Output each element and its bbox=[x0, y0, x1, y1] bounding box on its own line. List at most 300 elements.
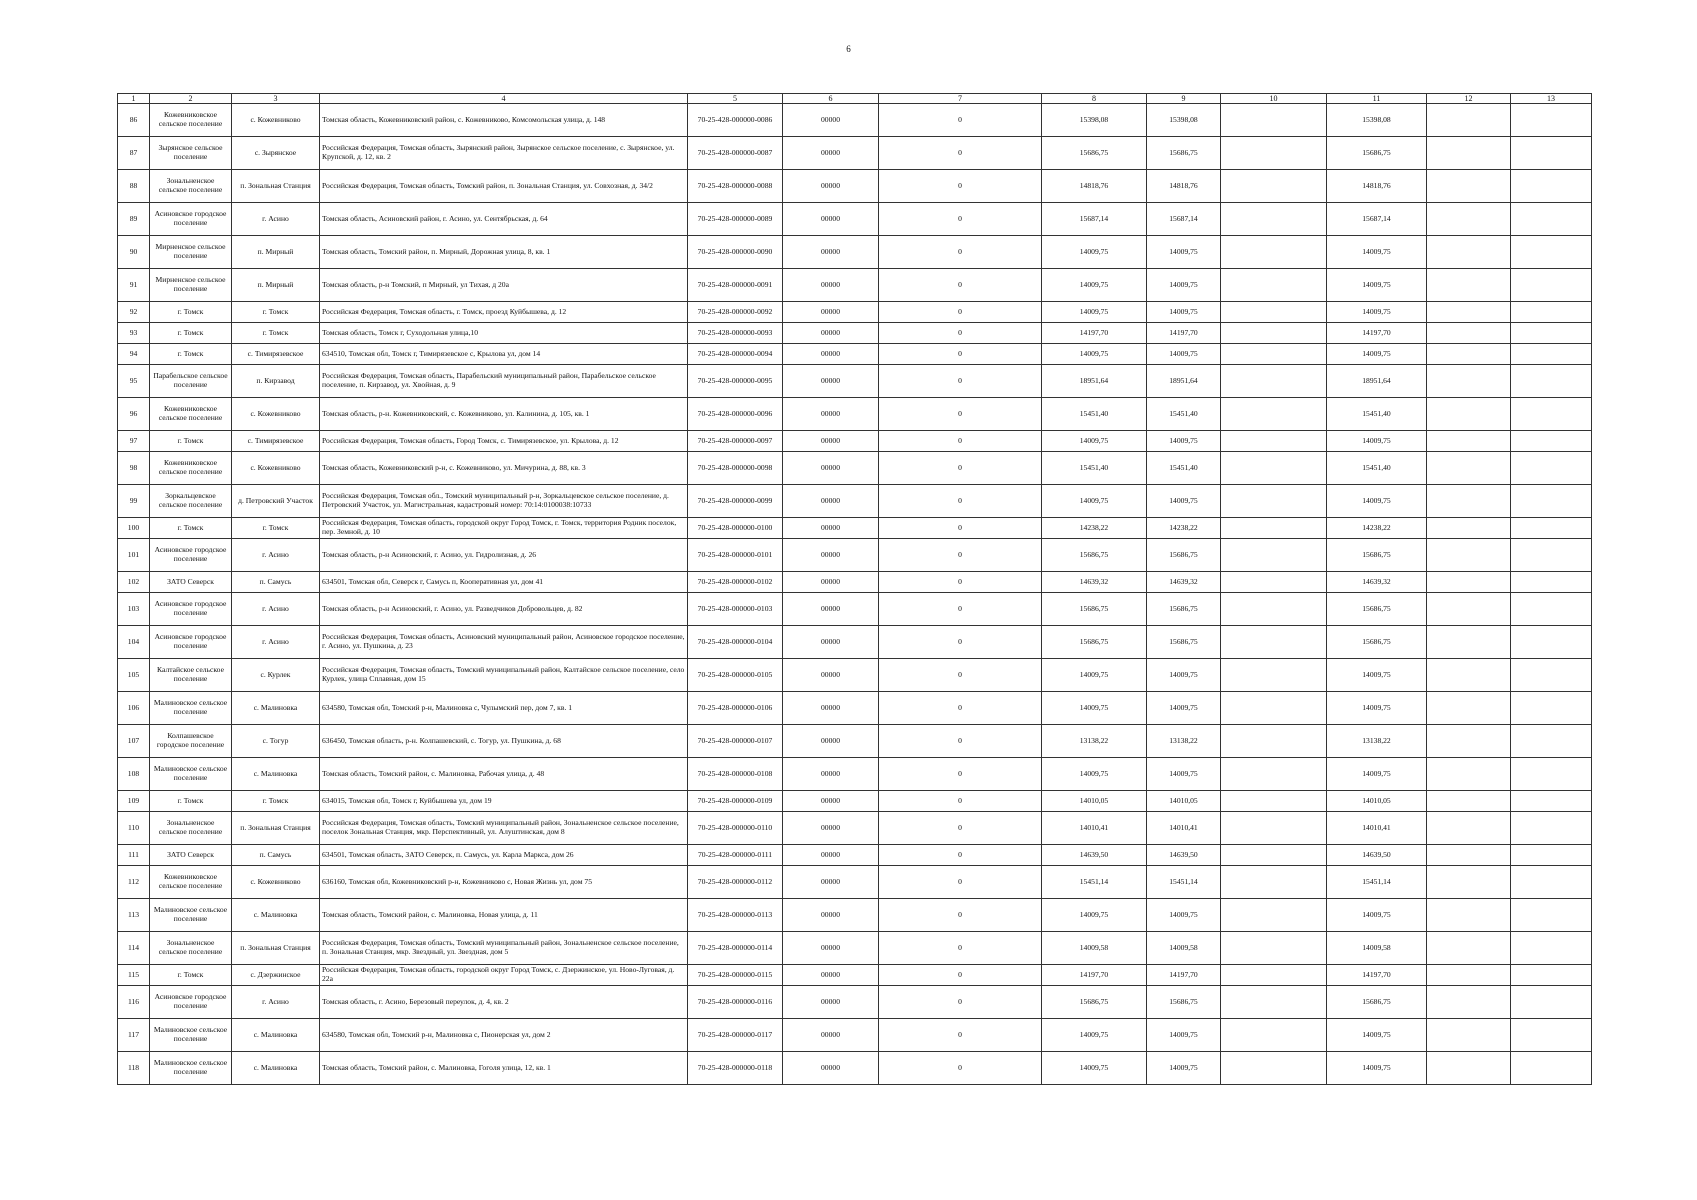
cell-10-cell bbox=[1221, 452, 1327, 485]
amount-8-cell: 15686,75 bbox=[1042, 539, 1147, 572]
code-cell: 00000 bbox=[783, 104, 879, 137]
count-cell: 0 bbox=[879, 572, 1042, 593]
amount-11-cell: 13138,22 bbox=[1327, 725, 1427, 758]
row-number-cell: 110 bbox=[118, 812, 150, 845]
cell-12-cell bbox=[1427, 170, 1511, 203]
municipality-cell: г. Томск bbox=[150, 431, 232, 452]
address-cell: Томская область, р-н Асиновский, г. Асино, ул. Разведчиков Добровольцев, д. 82 bbox=[320, 593, 688, 626]
count-cell: 0 bbox=[879, 866, 1042, 899]
cell-13-cell bbox=[1511, 593, 1592, 626]
table-row bbox=[118, 692, 1592, 725]
table-row bbox=[118, 398, 1592, 431]
table-row bbox=[118, 170, 1592, 203]
cell-10-cell bbox=[1221, 899, 1327, 932]
cell-13-cell bbox=[1511, 791, 1592, 812]
amount-9-cell: 15451,40 bbox=[1147, 452, 1221, 485]
code-cell: 00000 bbox=[783, 593, 879, 626]
settlement-cell: г. Асино bbox=[232, 539, 320, 572]
cell-12-cell bbox=[1427, 899, 1511, 932]
code-cell: 00000 bbox=[783, 626, 879, 659]
table-row bbox=[118, 431, 1592, 452]
table-row bbox=[118, 725, 1592, 758]
cell-12-cell bbox=[1427, 539, 1511, 572]
amount-8-cell: 15686,75 bbox=[1042, 986, 1147, 1019]
cell-13-cell bbox=[1511, 365, 1592, 398]
municipality-cell: Асиновское городское поселение bbox=[150, 539, 232, 572]
row-number-cell: 87 bbox=[118, 137, 150, 170]
cell-12-cell bbox=[1427, 104, 1511, 137]
cell-10-cell bbox=[1221, 323, 1327, 344]
amount-8-cell: 15686,75 bbox=[1042, 626, 1147, 659]
row-number-cell: 96 bbox=[118, 398, 150, 431]
registry-table bbox=[117, 93, 1592, 1085]
cell-13-cell bbox=[1511, 845, 1592, 866]
cell-13-cell bbox=[1511, 398, 1592, 431]
count-cell: 0 bbox=[879, 986, 1042, 1019]
amount-8-cell: 15687,14 bbox=[1042, 203, 1147, 236]
table-row bbox=[118, 137, 1592, 170]
table-row bbox=[118, 986, 1592, 1019]
amount-9-cell: 15686,75 bbox=[1147, 626, 1221, 659]
municipality-cell: Кожевниковское сельское поселение bbox=[150, 452, 232, 485]
amount-11-cell: 14197,70 bbox=[1327, 323, 1427, 344]
amount-8-cell: 14009,75 bbox=[1042, 659, 1147, 692]
amount-9-cell: 15686,75 bbox=[1147, 986, 1221, 1019]
cell-10-cell bbox=[1221, 986, 1327, 1019]
count-cell: 0 bbox=[879, 344, 1042, 365]
registry-number-cell: 70-25-428-000000-0106 bbox=[688, 692, 783, 725]
cell-10-cell bbox=[1221, 866, 1327, 899]
cell-12-cell bbox=[1427, 1052, 1511, 1085]
municipality-cell: Зырянское сельское поселение bbox=[150, 137, 232, 170]
table-row bbox=[118, 323, 1592, 344]
registry-number-cell: 70-25-428-000000-0095 bbox=[688, 365, 783, 398]
count-cell: 0 bbox=[879, 593, 1042, 626]
code-cell: 00000 bbox=[783, 452, 879, 485]
amount-9-cell: 18951,64 bbox=[1147, 365, 1221, 398]
cell-12-cell bbox=[1427, 485, 1511, 518]
cell-13-cell bbox=[1511, 539, 1592, 572]
registry-number-cell: 70-25-428-000000-0087 bbox=[688, 137, 783, 170]
amount-9-cell: 15686,75 bbox=[1147, 539, 1221, 572]
row-number-cell: 116 bbox=[118, 986, 150, 1019]
row-number-cell: 100 bbox=[118, 518, 150, 539]
table-row bbox=[118, 1052, 1592, 1085]
amount-8-cell: 14238,22 bbox=[1042, 518, 1147, 539]
column-header-6: 6 bbox=[783, 94, 879, 104]
cell-10-cell bbox=[1221, 812, 1327, 845]
count-cell: 0 bbox=[879, 539, 1042, 572]
municipality-cell: г. Томск bbox=[150, 791, 232, 812]
municipality-cell: Малиновское сельское поселение bbox=[150, 758, 232, 791]
table-row bbox=[118, 845, 1592, 866]
cell-10-cell bbox=[1221, 692, 1327, 725]
code-cell: 00000 bbox=[783, 398, 879, 431]
table-row bbox=[118, 203, 1592, 236]
table-row bbox=[118, 593, 1592, 626]
code-cell: 00000 bbox=[783, 137, 879, 170]
settlement-cell: с. Малиновка bbox=[232, 758, 320, 791]
amount-11-cell: 14009,75 bbox=[1327, 236, 1427, 269]
registry-number-cell: 70-25-428-000000-0089 bbox=[688, 203, 783, 236]
count-cell: 0 bbox=[879, 518, 1042, 539]
amount-8-cell: 14009,75 bbox=[1042, 344, 1147, 365]
registry-number-cell: 70-25-428-000000-0111 bbox=[688, 845, 783, 866]
municipality-cell: Кожевниковское сельское поселение bbox=[150, 866, 232, 899]
cell-12-cell bbox=[1427, 758, 1511, 791]
municipality-cell: Калтайское сельское поселение bbox=[150, 659, 232, 692]
cell-12-cell bbox=[1427, 431, 1511, 452]
count-cell: 0 bbox=[879, 791, 1042, 812]
registry-number-cell: 70-25-428-000000-0113 bbox=[688, 899, 783, 932]
registry-number-cell: 70-25-428-000000-0115 bbox=[688, 965, 783, 986]
registry-number-cell: 70-25-428-000000-0108 bbox=[688, 758, 783, 791]
column-header-11: 11 bbox=[1327, 94, 1427, 104]
cell-13-cell bbox=[1511, 758, 1592, 791]
amount-11-cell: 15687,14 bbox=[1327, 203, 1427, 236]
amount-11-cell: 14009,75 bbox=[1327, 344, 1427, 365]
registry-number-cell: 70-25-428-000000-0100 bbox=[688, 518, 783, 539]
table-row bbox=[118, 104, 1592, 137]
amount-9-cell: 14197,70 bbox=[1147, 323, 1221, 344]
row-number-cell: 108 bbox=[118, 758, 150, 791]
code-cell: 00000 bbox=[783, 845, 879, 866]
cell-12-cell bbox=[1427, 203, 1511, 236]
row-number-cell: 118 bbox=[118, 1052, 150, 1085]
code-cell: 00000 bbox=[783, 899, 879, 932]
amount-9-cell: 14009,75 bbox=[1147, 302, 1221, 323]
amount-8-cell: 15686,75 bbox=[1042, 137, 1147, 170]
registry-number-cell: 70-25-428-000000-0096 bbox=[688, 398, 783, 431]
settlement-cell: с. Тимирязевское bbox=[232, 344, 320, 365]
row-number-cell: 95 bbox=[118, 365, 150, 398]
registry-number-cell: 70-25-428-000000-0094 bbox=[688, 344, 783, 365]
row-number-cell: 99 bbox=[118, 485, 150, 518]
cell-10-cell bbox=[1221, 593, 1327, 626]
cell-13-cell bbox=[1511, 323, 1592, 344]
table-row bbox=[118, 791, 1592, 812]
address-cell: Российская Федерация, Томская область, городской округ Город Томск, г. Томск, территория Родник поселок, пер. Земной, д. 10 bbox=[320, 518, 688, 539]
cell-13-cell bbox=[1511, 812, 1592, 845]
code-cell: 00000 bbox=[783, 344, 879, 365]
count-cell: 0 bbox=[879, 899, 1042, 932]
column-header-3: 3 bbox=[232, 94, 320, 104]
code-cell: 00000 bbox=[783, 518, 879, 539]
cell-12-cell bbox=[1427, 452, 1511, 485]
address-cell: Томская область, г. Асино, Березовый переулок, д. 4, кв. 2 bbox=[320, 986, 688, 1019]
amount-11-cell: 15686,75 bbox=[1327, 539, 1427, 572]
column-header-13: 13 bbox=[1511, 94, 1592, 104]
municipality-cell: Малиновское сельское поселение bbox=[150, 692, 232, 725]
table-row bbox=[118, 626, 1592, 659]
cell-12-cell bbox=[1427, 269, 1511, 302]
settlement-cell: г. Асино bbox=[232, 593, 320, 626]
municipality-cell: Асиновское городское поселение bbox=[150, 593, 232, 626]
amount-9-cell: 15686,75 bbox=[1147, 137, 1221, 170]
cell-12-cell bbox=[1427, 365, 1511, 398]
address-cell: 636450, Томская область, р-н. Колпашевский, с. Тогур, ул. Пушкина, д. 68 bbox=[320, 725, 688, 758]
cell-10-cell bbox=[1221, 1019, 1327, 1052]
cell-12-cell bbox=[1427, 572, 1511, 593]
municipality-cell: Мирненское сельское поселение bbox=[150, 269, 232, 302]
address-cell: Томская область, Кожевниковский район, с. Кожевниково, Комсомольская улица, д. 148 bbox=[320, 104, 688, 137]
settlement-cell: с. Тимирязевское bbox=[232, 431, 320, 452]
amount-8-cell: 14009,75 bbox=[1042, 269, 1147, 302]
code-cell: 00000 bbox=[783, 758, 879, 791]
municipality-cell: ЗАТО Северск bbox=[150, 845, 232, 866]
cell-10-cell bbox=[1221, 725, 1327, 758]
cell-10-cell bbox=[1221, 758, 1327, 791]
amount-11-cell: 14009,75 bbox=[1327, 659, 1427, 692]
cell-10-cell bbox=[1221, 845, 1327, 866]
count-cell: 0 bbox=[879, 398, 1042, 431]
address-cell: 636160, Томская обл, Кожевниковский р-н, Кожевниково с, Новая Жизнь ул, дом 75 bbox=[320, 866, 688, 899]
cell-13-cell bbox=[1511, 1019, 1592, 1052]
amount-8-cell: 14009,75 bbox=[1042, 692, 1147, 725]
settlement-cell: с. Кожевниково bbox=[232, 452, 320, 485]
amount-9-cell: 14009,75 bbox=[1147, 758, 1221, 791]
municipality-cell: Колпашевское городское поселение bbox=[150, 725, 232, 758]
code-cell: 00000 bbox=[783, 572, 879, 593]
address-cell: Томская область, Асиновский район, г. Асино, ул. Сентябрьская, д. 64 bbox=[320, 203, 688, 236]
settlement-cell: г. Асино bbox=[232, 626, 320, 659]
count-cell: 0 bbox=[879, 323, 1042, 344]
registry-number-cell: 70-25-428-000000-0116 bbox=[688, 986, 783, 1019]
address-cell: Томская область, Томский район, с. Малиновка, Рабочая улица, д. 48 bbox=[320, 758, 688, 791]
cell-12-cell bbox=[1427, 236, 1511, 269]
amount-9-cell: 14010,05 bbox=[1147, 791, 1221, 812]
municipality-cell: Асиновское городское поселение bbox=[150, 986, 232, 1019]
cell-13-cell bbox=[1511, 236, 1592, 269]
row-number-cell: 105 bbox=[118, 659, 150, 692]
registry-number-cell: 70-25-428-000000-0097 bbox=[688, 431, 783, 452]
code-cell: 00000 bbox=[783, 932, 879, 965]
amount-11-cell: 14009,75 bbox=[1327, 269, 1427, 302]
address-cell: 634015, Томская обл, Томск г, Куйбышева ул, дом 19 bbox=[320, 791, 688, 812]
municipality-cell: Асиновское городское поселение bbox=[150, 203, 232, 236]
amount-11-cell: 18951,64 bbox=[1327, 365, 1427, 398]
settlement-cell: с. Дзержинское bbox=[232, 965, 320, 986]
amount-11-cell: 15451,40 bbox=[1327, 452, 1427, 485]
settlement-cell: с. Малиновка bbox=[232, 1019, 320, 1052]
table-row bbox=[118, 758, 1592, 791]
amount-9-cell: 14009,75 bbox=[1147, 899, 1221, 932]
column-header-9: 9 bbox=[1147, 94, 1221, 104]
table-row bbox=[118, 302, 1592, 323]
cell-12-cell bbox=[1427, 593, 1511, 626]
municipality-cell: Малиновское сельское поселение bbox=[150, 1052, 232, 1085]
amount-11-cell: 14010,05 bbox=[1327, 791, 1427, 812]
column-header-1: 1 bbox=[118, 94, 150, 104]
cell-13-cell bbox=[1511, 203, 1592, 236]
address-cell: Российская Федерация, Томская область, Город Томск, с. Тимирязевское, ул. Крылова, д. 12 bbox=[320, 431, 688, 452]
cell-13-cell bbox=[1511, 659, 1592, 692]
cell-12-cell bbox=[1427, 725, 1511, 758]
cell-12-cell bbox=[1427, 323, 1511, 344]
cell-10-cell bbox=[1221, 104, 1327, 137]
code-cell: 00000 bbox=[783, 365, 879, 398]
amount-9-cell: 14818,76 bbox=[1147, 170, 1221, 203]
amount-11-cell: 14197,70 bbox=[1327, 965, 1427, 986]
amount-8-cell: 14009,75 bbox=[1042, 899, 1147, 932]
row-number-cell: 91 bbox=[118, 269, 150, 302]
cell-12-cell bbox=[1427, 344, 1511, 365]
cell-13-cell bbox=[1511, 104, 1592, 137]
column-header-7: 7 bbox=[879, 94, 1042, 104]
municipality-cell: г. Томск bbox=[150, 965, 232, 986]
amount-9-cell: 14009,75 bbox=[1147, 1019, 1221, 1052]
column-header-2: 2 bbox=[150, 94, 232, 104]
row-number-cell: 102 bbox=[118, 572, 150, 593]
table-row bbox=[118, 452, 1592, 485]
cell-13-cell bbox=[1511, 344, 1592, 365]
code-cell: 00000 bbox=[783, 725, 879, 758]
municipality-cell: г. Томск bbox=[150, 302, 232, 323]
cell-13-cell bbox=[1511, 932, 1592, 965]
amount-11-cell: 14009,75 bbox=[1327, 302, 1427, 323]
table-row bbox=[118, 236, 1592, 269]
count-cell: 0 bbox=[879, 365, 1042, 398]
code-cell: 00000 bbox=[783, 1052, 879, 1085]
amount-11-cell: 15686,75 bbox=[1327, 137, 1427, 170]
count-cell: 0 bbox=[879, 1052, 1042, 1085]
count-cell: 0 bbox=[879, 431, 1042, 452]
code-cell: 00000 bbox=[783, 236, 879, 269]
code-cell: 00000 bbox=[783, 170, 879, 203]
column-header-12: 12 bbox=[1427, 94, 1511, 104]
cell-12-cell bbox=[1427, 845, 1511, 866]
code-cell: 00000 bbox=[783, 485, 879, 518]
cell-10-cell bbox=[1221, 170, 1327, 203]
address-cell: Томская область, р-н. Кожевниковский, с. Кожевниково, ул. Калинина, д. 105, кв. 1 bbox=[320, 398, 688, 431]
row-number-cell: 113 bbox=[118, 899, 150, 932]
amount-11-cell: 14009,75 bbox=[1327, 431, 1427, 452]
cell-10-cell bbox=[1221, 302, 1327, 323]
row-number-cell: 89 bbox=[118, 203, 150, 236]
amount-8-cell: 15398,08 bbox=[1042, 104, 1147, 137]
registry-number-cell: 70-25-428-000000-0092 bbox=[688, 302, 783, 323]
settlement-cell: г. Асино bbox=[232, 986, 320, 1019]
address-cell: Томская область, Кожевниковский р-н, с. Кожевниково, ул. Мичурина, д. 88, кв. 3 bbox=[320, 452, 688, 485]
settlement-cell: с. Кожевниково bbox=[232, 104, 320, 137]
table-row bbox=[118, 344, 1592, 365]
amount-9-cell: 14010,41 bbox=[1147, 812, 1221, 845]
code-cell: 00000 bbox=[783, 269, 879, 302]
municipality-cell: ЗАТО Северск bbox=[150, 572, 232, 593]
code-cell: 00000 bbox=[783, 986, 879, 1019]
count-cell: 0 bbox=[879, 692, 1042, 725]
address-cell: Российская Федерация, Томская обл., Томский муниципальный р-н, Зоркальцевское сельское поселение, д. Петровский Участок, ул. Магистральная, кадастровый номер: 70:14:0100038:10733 bbox=[320, 485, 688, 518]
settlement-cell: с. Кожевниково bbox=[232, 398, 320, 431]
cell-10-cell bbox=[1221, 398, 1327, 431]
table-row bbox=[118, 659, 1592, 692]
amount-8-cell: 15451,40 bbox=[1042, 398, 1147, 431]
cell-12-cell bbox=[1427, 866, 1511, 899]
amount-9-cell: 14639,50 bbox=[1147, 845, 1221, 866]
code-cell: 00000 bbox=[783, 323, 879, 344]
cell-13-cell bbox=[1511, 692, 1592, 725]
amount-8-cell: 15451,14 bbox=[1042, 866, 1147, 899]
registry-number-cell: 70-25-428-000000-0086 bbox=[688, 104, 783, 137]
amount-11-cell: 14639,32 bbox=[1327, 572, 1427, 593]
count-cell: 0 bbox=[879, 659, 1042, 692]
cell-13-cell bbox=[1511, 518, 1592, 539]
cell-10-cell bbox=[1221, 431, 1327, 452]
address-cell: Российская Федерация, Томская область, Томский район, п. Зональная Станция, ул. Совхозная, д. 34/2 bbox=[320, 170, 688, 203]
municipality-cell: г. Томск bbox=[150, 323, 232, 344]
registry-number-cell: 70-25-428-000000-0103 bbox=[688, 593, 783, 626]
amount-9-cell: 15451,14 bbox=[1147, 866, 1221, 899]
table-row bbox=[118, 539, 1592, 572]
count-cell: 0 bbox=[879, 104, 1042, 137]
code-cell: 00000 bbox=[783, 431, 879, 452]
settlement-cell: с. Малиновка bbox=[232, 692, 320, 725]
amount-8-cell: 14009,75 bbox=[1042, 485, 1147, 518]
table-row bbox=[118, 365, 1592, 398]
municipality-cell: Асиновское городское поселение bbox=[150, 626, 232, 659]
amount-8-cell: 14009,75 bbox=[1042, 236, 1147, 269]
count-cell: 0 bbox=[879, 137, 1042, 170]
table-row bbox=[118, 812, 1592, 845]
cell-10-cell bbox=[1221, 659, 1327, 692]
table-row bbox=[118, 866, 1592, 899]
cell-10-cell bbox=[1221, 485, 1327, 518]
registry-number-cell: 70-25-428-000000-0109 bbox=[688, 791, 783, 812]
address-cell: Томская область, р-н Томский, п Мирный, ул Тихая, д 20а bbox=[320, 269, 688, 302]
amount-11-cell: 14009,75 bbox=[1327, 1052, 1427, 1085]
address-cell: Российская Федерация, Томская область, Томский муниципальный район, Зональненское сельское поселение, поселок Зональная Станция, мкр. Перспективный, ул. Алуштинская, дом 8 bbox=[320, 812, 688, 845]
cell-12-cell bbox=[1427, 932, 1511, 965]
amount-11-cell: 15686,75 bbox=[1327, 626, 1427, 659]
amount-8-cell: 14009,75 bbox=[1042, 1019, 1147, 1052]
municipality-cell: Парабельское сельское поселение bbox=[150, 365, 232, 398]
address-cell: Российская Федерация, Томская область, городской округ Город Томск, с. Дзержинское, ул. Ново-Луговая, д. 22а bbox=[320, 965, 688, 986]
code-cell: 00000 bbox=[783, 791, 879, 812]
address-cell: Томская область, Томск г, Суходольная улица,10 bbox=[320, 323, 688, 344]
amount-11-cell: 15398,08 bbox=[1327, 104, 1427, 137]
amount-9-cell: 15687,14 bbox=[1147, 203, 1221, 236]
count-cell: 0 bbox=[879, 845, 1042, 866]
amount-8-cell: 14197,70 bbox=[1042, 965, 1147, 986]
amount-8-cell: 13138,22 bbox=[1042, 725, 1147, 758]
registry-number-cell: 70-25-428-000000-0098 bbox=[688, 452, 783, 485]
address-cell: 634501, Томская область, ЗАТО Северск, п. Самусь, ул. Карла Маркса, дом 26 bbox=[320, 845, 688, 866]
count-cell: 0 bbox=[879, 932, 1042, 965]
table-row bbox=[118, 899, 1592, 932]
amount-8-cell: 14010,05 bbox=[1042, 791, 1147, 812]
amount-11-cell: 15686,75 bbox=[1327, 986, 1427, 1019]
address-cell: Томская область, р-н Асиновский, г. Асино, ул. Гидролизная, д. 26 bbox=[320, 539, 688, 572]
cell-12-cell bbox=[1427, 659, 1511, 692]
cell-12-cell bbox=[1427, 965, 1511, 986]
cell-13-cell bbox=[1511, 899, 1592, 932]
settlement-cell: г. Томск bbox=[232, 791, 320, 812]
amount-8-cell: 14009,58 bbox=[1042, 932, 1147, 965]
amount-9-cell: 14009,75 bbox=[1147, 344, 1221, 365]
settlement-cell: п. Мирный bbox=[232, 269, 320, 302]
amount-11-cell: 14009,75 bbox=[1327, 692, 1427, 725]
column-header-8: 8 bbox=[1042, 94, 1147, 104]
amount-8-cell: 14009,75 bbox=[1042, 302, 1147, 323]
registry-number-cell: 70-25-428-000000-0101 bbox=[688, 539, 783, 572]
address-cell: Российская Федерация, Томская область, г. Томск, проезд Куйбышева, д. 12 bbox=[320, 302, 688, 323]
settlement-cell: с. Кожевниково bbox=[232, 866, 320, 899]
amount-8-cell: 14197,70 bbox=[1042, 323, 1147, 344]
amount-9-cell: 14009,75 bbox=[1147, 659, 1221, 692]
count-cell: 0 bbox=[879, 236, 1042, 269]
amount-9-cell: 15686,75 bbox=[1147, 593, 1221, 626]
count-cell: 0 bbox=[879, 170, 1042, 203]
